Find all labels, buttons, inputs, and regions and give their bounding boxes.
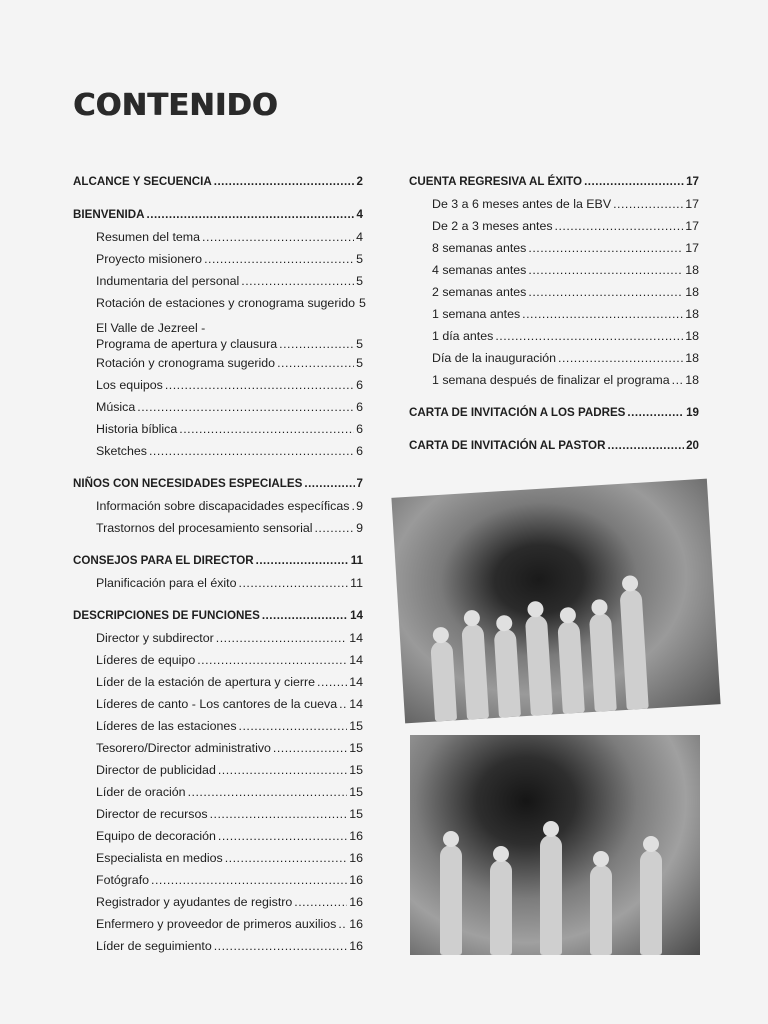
toc-entry-label: Líderes de las estaciones — [96, 719, 237, 733]
dot-leader — [304, 473, 354, 495]
toc-entry-label: Día de la inauguración — [432, 351, 556, 365]
children-figures — [397, 569, 721, 724]
dot-leader — [147, 204, 355, 226]
section-spacer — [73, 539, 363, 550]
toc-page-number: 18 — [685, 329, 699, 343]
dot-leader — [214, 171, 355, 193]
dot-leader — [188, 781, 348, 803]
dot-leader — [338, 913, 347, 935]
person-figure — [557, 621, 585, 714]
toc-subentry[interactable] — [409, 237, 699, 259]
toc-subentry[interactable] — [73, 418, 363, 440]
toc-subentry[interactable] — [73, 627, 363, 649]
section-spacer — [73, 594, 363, 605]
toc-page-number: 2 — [356, 175, 363, 188]
toc-subentry[interactable] — [73, 781, 363, 803]
dot-leader — [225, 847, 347, 869]
dot-leader — [204, 248, 354, 270]
toc-subentry[interactable] — [73, 825, 363, 847]
person-figure — [461, 623, 489, 719]
toc-page-number: 18 — [685, 373, 699, 387]
toc-entry-label: Registrador y ayudantes de registro — [96, 895, 293, 909]
toc-subentry[interactable] — [73, 495, 363, 517]
toc-entry-label: Resumen del tema — [96, 230, 200, 244]
dot-leader — [165, 374, 354, 396]
toc-page-number: 16 — [349, 851, 363, 865]
dot-leader — [555, 215, 684, 237]
toc-page-number: 11 — [350, 576, 363, 590]
toc-page-number: 19 — [686, 406, 699, 419]
toc-entry-label: BIENVENIDA — [73, 208, 145, 221]
dot-leader — [202, 226, 354, 248]
dot-leader — [256, 550, 349, 572]
dot-leader — [197, 649, 347, 671]
dot-leader — [613, 193, 683, 215]
toc-entry-label: Fotógrafo — [96, 873, 150, 887]
toc-page-number: 14 — [350, 609, 363, 622]
toc-subentry[interactable] — [73, 517, 363, 539]
toc-entry-label-line2: Programa de apertura y clausura — [96, 337, 278, 351]
toc-subentry[interactable] — [409, 281, 699, 303]
toc-subentry[interactable] — [409, 215, 699, 237]
dot-leader — [339, 693, 347, 715]
toc-entry-label: NIÑOS CON NECESIDADES ESPECIALES — [73, 477, 303, 490]
toc-subentry[interactable] — [73, 913, 363, 935]
toc-section-entry[interactable] — [73, 605, 363, 627]
toc-page-number: 17 — [685, 197, 699, 211]
toc-page-number: 5 — [356, 274, 363, 288]
toc-entry-label: Líder de la estación de apertura y cierre — [96, 675, 316, 689]
toc-entry-label: 8 semanas antes — [432, 241, 527, 255]
page-title: CONTENIDO — [73, 88, 278, 123]
person-figure — [640, 850, 662, 955]
toc-section-entry[interactable] — [409, 402, 699, 424]
dot-leader — [279, 336, 354, 352]
dot-leader — [262, 605, 348, 627]
toc-subentry[interactable] — [73, 847, 363, 869]
dot-leader — [151, 869, 347, 891]
dot-leader — [314, 517, 354, 539]
dot-leader — [149, 440, 354, 462]
toc-subentry[interactable] — [73, 715, 363, 737]
toc-subentry[interactable] — [409, 347, 699, 369]
toc-page-number: 18 — [685, 351, 699, 365]
toc-entry-label: Enfermero y proveedor de primeros auxilios — [96, 917, 337, 931]
toc-subentry[interactable] — [73, 869, 363, 891]
toc-entry-label: Líderes de canto - Los cantores de la cueva — [96, 697, 338, 711]
toc-page-number: 14 — [349, 653, 363, 667]
toc-page-number: 16 — [349, 829, 363, 843]
toc-entry-label: Líder de seguimiento — [96, 939, 212, 953]
toc-page-number: 4 — [356, 208, 363, 221]
toc-entry-label: Rotación de estaciones y cronograma sugerido — [96, 296, 355, 310]
toc-section-entry[interactable] — [73, 204, 363, 226]
dot-leader — [528, 259, 683, 281]
dot-leader — [672, 369, 684, 391]
toc-entry-label: De 3 a 6 meses antes de la EBV — [432, 197, 612, 211]
toc-subentry[interactable] — [73, 374, 363, 396]
toc-page-number: 5 — [356, 356, 363, 370]
dot-leader — [528, 237, 683, 259]
toc-page-number: 11 — [350, 554, 363, 567]
person-figure — [540, 835, 562, 955]
toc-entry-label: Director y subdirector — [96, 631, 214, 645]
toc-subentry[interactable] — [73, 352, 363, 374]
toc-entry-label: Director de recursos — [96, 807, 208, 821]
toc-subentry[interactable] — [409, 325, 699, 347]
toc-subentry[interactable] — [73, 270, 363, 292]
toc-page-number: 9 — [356, 521, 363, 535]
dot-leader — [495, 325, 683, 347]
toc-subentry[interactable] — [409, 303, 699, 325]
toc-page-number: 6 — [356, 444, 363, 458]
dot-leader — [558, 347, 683, 369]
toc-page-number: 17 — [685, 219, 699, 233]
toc-subentry[interactable] — [73, 803, 363, 825]
toc-entry-label: Proyecto misionero — [96, 252, 203, 266]
toc-page-number: 9 — [356, 499, 363, 513]
dot-leader — [239, 572, 349, 594]
toc-subentry[interactable] — [73, 314, 363, 352]
toc-subentry[interactable] — [409, 259, 699, 281]
toc-entry-label: Información sobre discapacidades específicas — [96, 499, 350, 513]
dot-leader — [179, 418, 354, 440]
toc-page-number: 6 — [356, 400, 363, 414]
toc-page-number: 17 — [685, 241, 699, 255]
toc-page-number: 5 — [358, 296, 366, 310]
section-spacer — [409, 424, 699, 435]
toc-entry-label: CARTA DE INVITACIÓN AL PASTOR — [409, 439, 606, 452]
toc-subentry[interactable] — [73, 572, 363, 594]
dot-leader — [214, 935, 347, 957]
toc-entry-label: CUENTA REGRESIVA AL ÉXITO — [409, 175, 583, 188]
dot-leader — [241, 270, 354, 292]
toc-entry-label: CONSEJOS PARA EL DIRECTOR — [73, 554, 254, 567]
toc-page-number: 18 — [685, 263, 699, 277]
section-spacer — [73, 462, 363, 473]
dot-leader — [584, 171, 684, 193]
dot-leader — [317, 671, 347, 693]
dot-leader — [627, 402, 684, 424]
dot-leader — [216, 627, 347, 649]
toc-subentry[interactable] — [73, 759, 363, 781]
toc-entry-label: 1 día antes — [432, 329, 494, 343]
toc-page-number: 7 — [356, 477, 363, 490]
dot-leader — [351, 495, 354, 517]
toc-page-number: 15 — [349, 807, 363, 821]
toc-page-number: 6 — [356, 422, 363, 436]
toc-entry-label: Planificación para el éxito — [96, 576, 237, 590]
toc-subentry[interactable] — [73, 935, 363, 957]
toc-entry-label: Los equipos — [96, 378, 163, 392]
dot-leader — [522, 303, 683, 325]
toc-subentry[interactable] — [73, 396, 363, 418]
dot-leader — [294, 891, 347, 913]
person-figure — [589, 613, 617, 712]
toc-right-column — [409, 171, 699, 457]
toc-entry-label: DESCRIPCIONES DE FUNCIONES — [73, 609, 260, 622]
toc-page-number: 5 — [356, 337, 363, 351]
toc-entry-label: Líderes de equipo — [96, 653, 196, 667]
toc-entry-label: 4 semanas antes — [432, 263, 527, 277]
toc-page-number: 14 — [349, 697, 363, 711]
dot-leader — [218, 759, 347, 781]
toc-subentry[interactable] — [409, 369, 699, 391]
person-figure — [430, 640, 457, 721]
toc-page-number: 16 — [349, 917, 363, 931]
toc-entry-label: Indumentaria del personal — [96, 274, 240, 288]
dot-leader — [607, 435, 684, 457]
dot-leader — [273, 737, 347, 759]
toc-subentry[interactable] — [73, 693, 363, 715]
dot-leader — [137, 396, 354, 418]
toc-entry-label: ALCANCE Y SECUENCIA — [73, 175, 212, 188]
toc-entry-label: 1 semana después de finalizar el programa — [432, 373, 670, 387]
toc-page-number: 15 — [349, 785, 363, 799]
toc-page-number: 16 — [349, 895, 363, 909]
toc-entry-label — [96, 320, 277, 352]
toc-entry-label: Tesorero/Director administrativo — [96, 741, 271, 755]
toc-entry-label: CARTA DE INVITACIÓN A LOS PADRES — [409, 406, 626, 419]
dot-leader — [528, 281, 683, 303]
toc-subentry[interactable] — [73, 891, 363, 913]
group-photo-bottom — [410, 735, 700, 955]
toc-subentry[interactable] — [73, 649, 363, 671]
toc-entry-label: Equipo de decoración — [96, 829, 216, 843]
toc-subentry[interactable] — [409, 193, 699, 215]
toc-page-number: 15 — [349, 763, 363, 777]
children-figures — [410, 823, 700, 955]
toc-section-entry[interactable] — [73, 550, 363, 572]
toc-section-entry[interactable] — [73, 171, 363, 193]
toc-section-entry[interactable] — [409, 435, 699, 457]
toc-entry-label: Música — [96, 400, 136, 414]
person-figure — [494, 629, 521, 718]
toc-page-number: 16 — [349, 873, 363, 887]
toc-subentry[interactable] — [73, 737, 363, 759]
section-spacer — [73, 193, 363, 204]
dot-leader — [277, 352, 354, 374]
toc-page-number: 6 — [356, 378, 363, 392]
person-figure — [590, 865, 612, 955]
toc-entry-label: Sketches — [96, 444, 147, 458]
person-figure — [525, 615, 553, 716]
toc-page-number: 15 — [349, 719, 363, 733]
toc-section-entry[interactable] — [73, 473, 363, 495]
toc-page-number: 18 — [685, 285, 699, 299]
toc-page-number: 17 — [686, 175, 699, 188]
toc-subentry[interactable] — [73, 248, 363, 270]
toc-entry-label: Director de publicidad — [96, 763, 216, 777]
toc-page-number: 14 — [349, 675, 363, 689]
toc-subentry[interactable] — [73, 292, 366, 314]
toc-entry-label: Líder de oración — [96, 785, 186, 799]
toc-page-number: 20 — [686, 439, 699, 452]
toc-entry-label: Rotación y cronograma sugerido — [96, 356, 276, 370]
group-photo-top — [391, 479, 720, 724]
toc-page-number: 4 — [356, 230, 363, 244]
toc-entry-label: 1 semana antes — [432, 307, 521, 321]
toc-subentry[interactable] — [73, 671, 363, 693]
person-figure — [440, 845, 462, 955]
toc-left-column — [73, 171, 366, 957]
person-figure — [490, 860, 512, 955]
toc-section-entry[interactable] — [409, 171, 699, 193]
person-figure — [619, 589, 648, 710]
toc-page-number: 15 — [349, 741, 363, 755]
toc-subentry[interactable] — [73, 226, 363, 248]
dot-leader — [218, 825, 347, 847]
toc-page-number: 14 — [349, 631, 363, 645]
section-spacer — [409, 391, 699, 402]
toc-entry-label: 2 semanas antes — [432, 285, 527, 299]
toc-subentry[interactable] — [73, 440, 363, 462]
toc-entry-label-line1: El Valle de Jezreel - — [96, 321, 206, 335]
toc-entry-label: De 2 a 3 meses antes — [432, 219, 553, 233]
toc-entry-label: Especialista en medios — [96, 851, 223, 865]
toc-page-number: 18 — [685, 307, 699, 321]
dot-leader — [210, 803, 348, 825]
toc-entry-label: Historia bíblica — [96, 422, 178, 436]
toc-page-number: 5 — [356, 252, 363, 266]
toc-page-number: 16 — [349, 939, 363, 953]
dot-leader — [239, 715, 348, 737]
toc-entry-label: Trastornos del procesamiento sensorial — [96, 521, 313, 535]
